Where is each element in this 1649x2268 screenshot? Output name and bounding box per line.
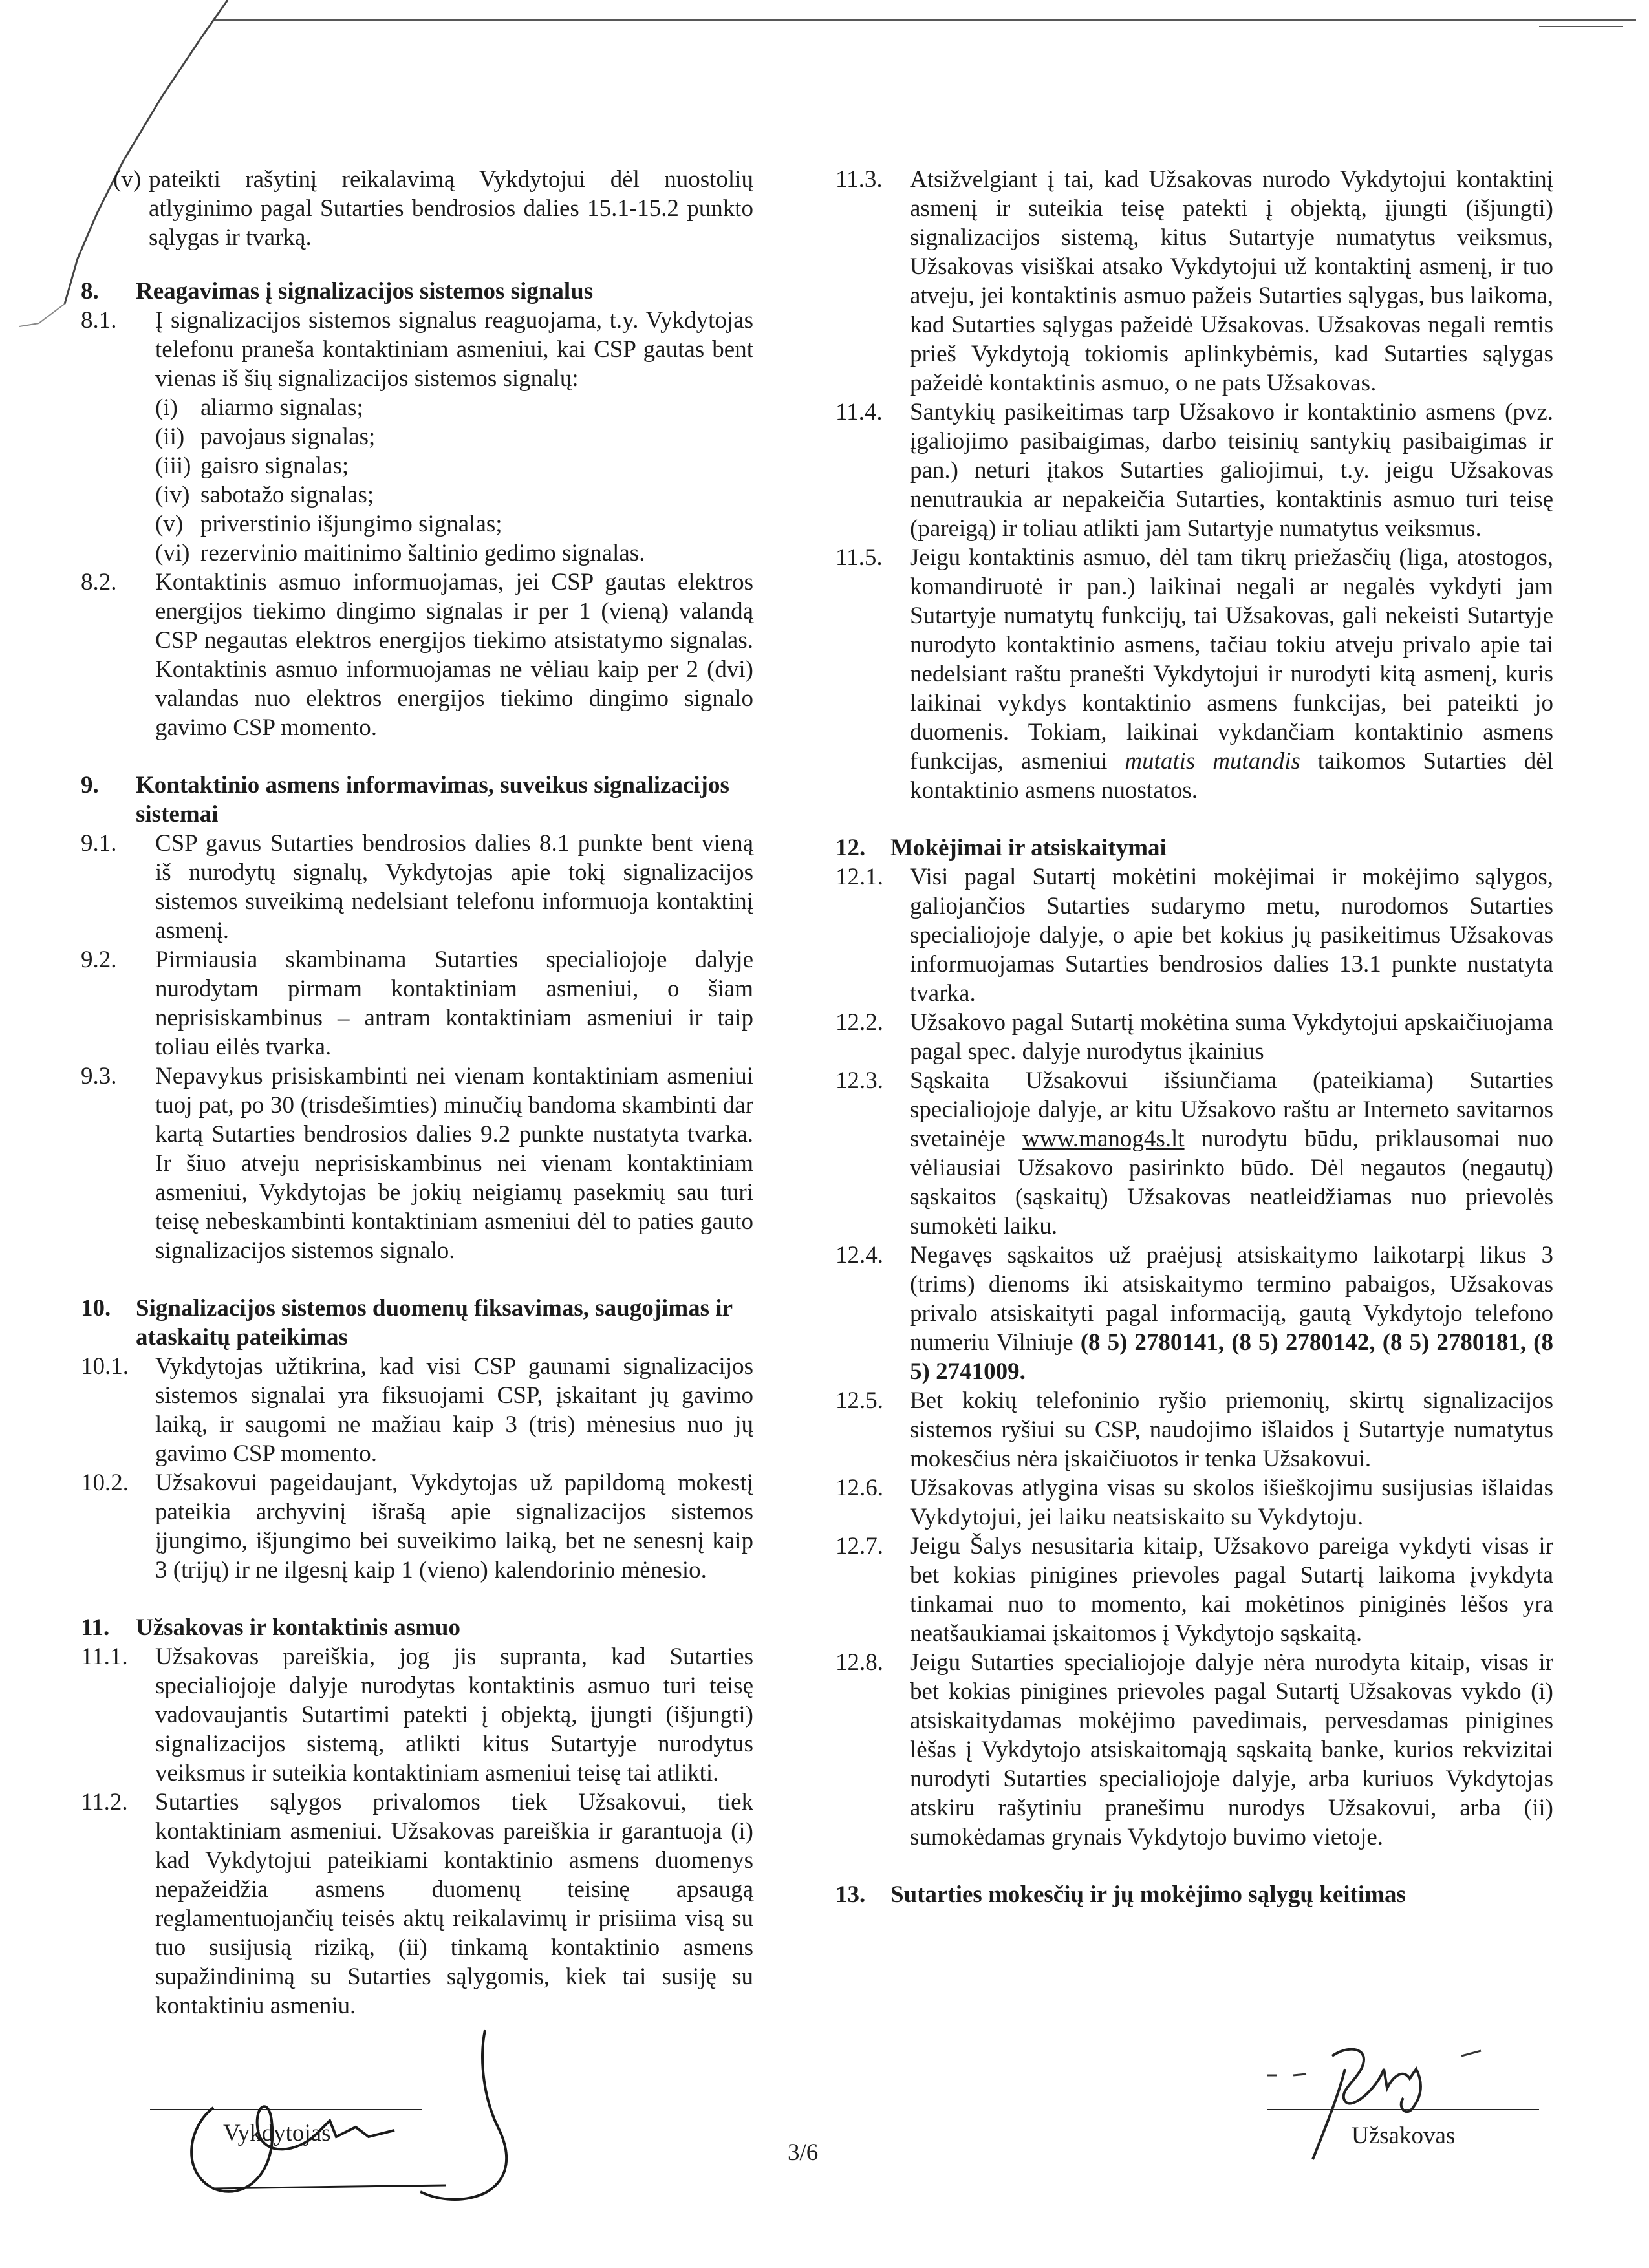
clause: [835, 543, 1553, 805]
clause-number: 9.2.: [81, 947, 117, 973]
section-heading: [835, 833, 1553, 862]
page-number: 3/6: [788, 2139, 819, 2166]
section-number: 10.: [81, 1295, 111, 1321]
signal-list-item: [155, 509, 753, 539]
clause-number: (v): [113, 166, 142, 193]
clause: [81, 829, 753, 945]
scan-edge-line: [213, 19, 1636, 21]
clause: [81, 1788, 753, 2020]
clause-intro: [113, 165, 753, 252]
phone-numbers: (8 5) 2780141, (8 5) 2780142, (8 5) 2780181, (8 5) 2741009.: [910, 1329, 1553, 1385]
clause-text: Užsakovas pareiškia, jog jis supranta, kad Sutarties specialiojoje dalyje nurodytas kontaktinis asmuo turi teisę vadovaujantis Sutartimi patekti į objektą, įjungti (išjungti) signalizacijos sistemą, atlikti kitus Sutartyje nurodytus veiksmus ir suteikia kontaktiniam asmeniui teisę tai atlikti.: [155, 1643, 753, 1786]
clause-text: Jeigu Šalys nesusitaria kitaip, Užsakovo pareiga vykdyti visas ir bet kokias pinigines prievoles pagal Sutartį laikoma įvykdyta tinkamai nuo to momento, kai mokėtinos piniginės lėšos yra neatšaukiamai įskaitomos į Vykdytojo sąskaitą.: [910, 1533, 1553, 1647]
section-title: Signalizacijos sistemos duomenų fiksavimas, saugojimas ir ataskaitų pateikimas: [136, 1295, 733, 1351]
signal-list-text: sabotažo signalas;: [200, 482, 374, 508]
clause-text: pateikti rašytinį reikalavimą Vykdytojui dėl nuostolių atlyginimo pagal Sutarties bendrosios dalies 15.1-15.2 punkto sąlygas ir tvarką.: [149, 166, 753, 251]
clause-text: Bet kokių telefoninio ryšio priemonių, skirtų signalizacijos sistemos ryšiui su CSP, naudojimo išlaidos į Sutartyje numatytus mokesčius nėra įskaičiuotos ir tenka Užsakovui.: [910, 1387, 1553, 1472]
signal-list-item: [155, 393, 753, 422]
clause-text: Užsakovas atlygina visas su skolos išieškojimu susijusias išlaidas Vykdytojui, jei laiku neatsiskaito su Vykdytoju.: [910, 1475, 1553, 1530]
section-title: Sutarties mokesčių ir jų mokėjimo sąlygų keitimas: [890, 1881, 1406, 1908]
clause: [835, 1066, 1553, 1241]
clause-number: 11.5.: [835, 544, 883, 571]
signal-list-item: [155, 539, 753, 568]
clause-number: 9.1.: [81, 830, 117, 857]
clause-text: Nepavykus prisiskambinti nei vienam kontaktiniam asmeniui tuoj pat, po 30 (trisdešimties) minučių bandoma skambinti dar kartą Sutarties bendrosios dalies 9.2 punkte nustatyta tvarka. Ir šiuo atveju neprisiskambinus nei vienam kontaktiniam asmeniui, Vykdytojas be jokių neigiamų pasekmių sau turi teisę nebeskambinti kontaktiniam asmeniui dėl to paties gauto signalizacijos sistemos signalo.: [155, 1063, 753, 1264]
clause-number: 12.8.: [835, 1649, 883, 1676]
signal-list-number: (iv): [155, 482, 190, 508]
executor-signature: [175, 2024, 576, 2218]
clause-number: 12.3.: [835, 1067, 883, 1094]
customer-signature: [1248, 2030, 1546, 2172]
clause-text: Jeigu Sutarties specialiojoje dalyje nėra nurodyta kitaip, visas ir bet kokias pinigines prievoles pagal Sutartį Užsakovas vykdo (i) atsiskaitydamas mokėjimo pavedimais, pervesdamas pinigines lėšas į Vykdytojo atsiskaitomąją sąskaitą banke, kurios rekvizitai nurodyti Sutarties specialiojoje dalyje, arba kuriuos Vykdytojas atskiru rašytiniu pranešimu nurodys Užsakovui, arba (ii) sumokėdamas grynais Vykdytojo buvimo vietoje.: [910, 1649, 1553, 1850]
clause-text-part: nurodytu būdu, priklausomai nuo vėliausiai Užsakovo pasirinkto būdo. Dėl negautos (negautų) sąskaitos (sąskaitų) Užsakovas neatleidžiamas nuo prievolės sumokėti laiku.: [910, 1126, 1553, 1239]
clause-text: Kontaktinis asmuo informuojamas, jei CSP gautas elektros energijos tiekimo dingimo signalas ir per 1 (vieną) valandą CSP negautas elektros energijos tiekimo atsistatymo signalas. Kontaktinis asmuo informuojamas ne vėliau kaip per 2 (dvi) valandas nuo elektros energijos tiekimo dingimo signalo gavimo CSP momento.: [155, 569, 753, 741]
clause-text: [910, 1066, 1553, 1241]
signal-list-item: [155, 480, 753, 509]
clause-number: 10.1.: [81, 1353, 129, 1380]
clause: [835, 862, 1553, 1008]
clause-number: 12.1.: [835, 864, 883, 890]
clause: [81, 945, 753, 1062]
clause-text: Atsižvelgiant į tai, kad Užsakovas nurodo Vykdytojui kontaktinį asmenį ir suteikia teisę patekti į objektą, įjungti (išjungti) signalizacijos sistemą, kitus Sutartyje numatytus veiksmus, Užsakovas visiškai atsako Vykdytojui už kontaktinį asmenį, ir tuo atveju, jei kontaktinis asmuo pažeis Sutarties sąlygas, bus laikoma, kad Sutarties sąlygas pažeidė Užsakovas. Užsakovas negali remtis prieš Vykdytoją tokiomis aplinkybėmis, kad Sutarties sąlygas pažeidė kontaktinis asmuo, o ne pats Užsakovas.: [910, 166, 1553, 396]
section-heading: [81, 277, 753, 306]
clause-number: 10.2.: [81, 1470, 129, 1496]
signal-list-number: (v): [155, 511, 184, 537]
clause: [81, 1062, 753, 1265]
scan-edge-mark: [1539, 26, 1623, 27]
section-number: 11.: [81, 1614, 110, 1641]
clause-number: 12.5.: [835, 1387, 883, 1414]
section-heading: [81, 771, 753, 829]
clause: [835, 1386, 1553, 1473]
clause-number: 11.1.: [81, 1643, 128, 1670]
section-title: Reagavimas į signalizacijos sistemos signalus: [136, 278, 594, 305]
section-title: Kontaktinio asmens informavimas, suveikus signalizacijos sistemai: [136, 772, 729, 828]
clause-text: [910, 1241, 1553, 1386]
clause-text: Užsakovo pagal Sutartį mokėtina suma Vykdytojui apskaičiuojama pagal spec. dalyje nurodytus įkainius: [910, 1009, 1553, 1065]
section-heading: [835, 1880, 1553, 1909]
clause: [835, 1532, 1553, 1648]
section-heading: [81, 1613, 753, 1642]
clause: [81, 1352, 753, 1468]
signal-list-number: (vi): [155, 540, 190, 566]
clause-number: 8.1.: [81, 307, 117, 334]
right-column: [835, 165, 1553, 1909]
clause: [81, 1642, 753, 1788]
section-number: 12.: [835, 835, 866, 861]
clause-number: 8.2.: [81, 569, 117, 595]
signal-list-item: [155, 422, 753, 451]
clause: [835, 1008, 1553, 1066]
clause: [835, 398, 1553, 543]
clause-number: 11.4.: [835, 399, 883, 425]
section-number: 13.: [835, 1881, 866, 1908]
signal-list-text: rezervinio maitinimo šaltinio gedimo signalas.: [200, 540, 645, 566]
section-number: 8.: [81, 278, 99, 305]
signal-list: [155, 393, 753, 568]
website-link[interactable]: www.manog4s.lt: [1022, 1126, 1185, 1152]
clause-number: 11.3.: [835, 166, 883, 193]
signal-list-text: priverstinio išjungimo signalas;: [200, 511, 502, 537]
section-title: Mokėjimai ir atsiskaitymai: [890, 835, 1167, 861]
signal-list-number: (i): [155, 394, 178, 421]
clause-text: Pirmiausia skambinama Sutarties specialiojoje dalyje nurodytam pirmam kontaktiniam asmeniui, o šiam neprisiskambinus – antram kontaktiniam asmeniui ir taip toliau eilės tvarka.: [155, 947, 753, 1060]
clause-text: [910, 543, 1553, 805]
section-number: 9.: [81, 772, 99, 798]
clause-number: 12.4.: [835, 1242, 883, 1268]
clause: [81, 306, 753, 393]
clause-number: 11.2.: [81, 1789, 128, 1815]
signal-list-item: [155, 451, 753, 480]
clause-text-part: Sąskaita Užsakovui išsiunčiama (pateikiama) Sutarties specialiojoje dalyje, ar kitu Užsakovo raštu ar Interneto savitarnos svetainėje: [910, 1067, 1553, 1152]
clause-number: 9.3.: [81, 1063, 117, 1089]
latin-phrase: mutatis mutandis: [1125, 748, 1300, 775]
clause: [835, 1648, 1553, 1852]
clause-text: Vykdytojas užtikrina, kad visi CSP gaunami signalizacijos sistemos signalai yra fiksuojami CSP, įskaitant jų gavimo laiką, ir saugomi ne mažiau kaip 3 (tris) mėnesius nuo jų gavimo CSP momento.: [155, 1353, 753, 1467]
signal-list-text: pavojaus signalas;: [200, 423, 376, 450]
left-column: [81, 165, 753, 2020]
clause-text: CSP gavus Sutarties bendrosios dalies 8.1 punkte bent vieną iš nurodytų signalų, Vykdytojas apie tokį signalizacijos sistemos suveikimą nedelsiant telefonu informuoja kontaktinį asmenį.: [155, 830, 753, 944]
clause-text: Užsakovui pageidaujant, Vykdytojas už papildomą mokestį pateikia archyvinį išrašą apie signalizacijos sistemos įjungimo, išjungimo bei suveikimo laiką, bet ne senesnį kaip 3 (trijų) ir ne ilgesnį kaip 1 (vieno) kalendorinio mėnesio.: [155, 1470, 753, 1583]
clause-text-part: Negavęs sąskaitos už praėjusį atsiskaitymo laikotarpį likus 3 (trims) dienoms iki atsiskaitymo termino pabaigos, Užsakovas privalo atsiskaityti pagal informaciją, gautą Vykdytojo telefono numeriu Vilniuje: [910, 1242, 1553, 1356]
clause: [835, 165, 1553, 398]
clause: [81, 1468, 753, 1585]
section-heading: [81, 1294, 753, 1352]
clause-text: Į signalizacijos sistemos signalus reaguojama, t.y. Vykdytojas telefonu praneša kontaktiniam asmeniui, kai CSP gautas bent vienas iš šių signalizacijos sistemos signalų:: [155, 307, 753, 392]
clause-text-part: Jeigu kontaktinis asmuo, dėl tam tikrų priežasčių (liga, atostogos, komandiruotė ir pan.) laikinai negali ar negalės vykdyti jam Sutartyje numatytų funkcijų, tai Užsakovas, gali nekeisti Sutartyje nurodyto kontaktinio asmens, tačiau tokiu atveju privalo apie tai nedelsiant raštu pranešti Vykdytojui ir nurodyti kitą asmenį, kuris laikinai vykdys kontaktinio asmens funkcijas, bei pateikti jo duomenis. Tokiam, laikinai vykdančiam kontaktinio asmens funkcijas, asmeniui: [910, 544, 1553, 775]
clause-number: 12.7.: [835, 1533, 883, 1559]
clause: [835, 1241, 1553, 1386]
clause: [81, 568, 753, 742]
clause-text: Santykių pasikeitimas tarp Užsakovo ir kontaktinio asmens (pvz. įgaliojimo pasibaigimas, darbo teisinių santykių pasibaigimas ir pan.) neturi įtakos Sutarties galiojimui, t.y. jeigu Užsakovas nenutraukia ar nepakeičia Sutarties, kontaktinis asmuo turi teisę (pareigą) ir toliau atlikti jam Sutartyje numatytus veiksmus.: [910, 399, 1553, 542]
customer-label: Užsakovas: [1352, 2123, 1456, 2149]
clause-text: Sutarties sąlygos privalomos tiek Užsakovui, tiek kontaktiniam asmeniui. Užsakovas pareiškia ir garantuoja (i) kad Vykdytojui pateikiami kontaktinio asmens duomenys nepažeidžia asmens duomenų teisinę apsaugą reglamentuojančių teisės aktų reikalavimų ir prisiima visą su tuo susijusią riziką, (ii) tinkamą kontaktinio asmens supažindinimą su Sutarties sąlygomis, kiek tai susiję su kontaktiniu asmeniu.: [155, 1789, 753, 2019]
clause-text: Visi pagal Sutartį mokėtini mokėjimai ir mokėjimo sąlygos, galiojančios Sutarties sudarymo metu, nurodomos Sutarties specialiojoje dalyje, o apie bet kokius jų pasikeitimus Užsakovas informuojamas Sutarties bendrosios dalies 13.1 punkte nustatyta tvarka.: [910, 864, 1553, 1007]
clause: [835, 1473, 1553, 1532]
signal-list-text: aliarmo signalas;: [200, 394, 363, 421]
signal-list-number: (ii): [155, 423, 185, 450]
clause-text-part: taikomos Sutarties dėl kontaktinio asmens nuostatos.: [910, 748, 1553, 804]
signal-list-number: (iii): [155, 453, 191, 479]
clause-number: 12.2.: [835, 1009, 883, 1036]
clause-number: 12.6.: [835, 1475, 883, 1501]
executor-label: Vykdytojas: [223, 2120, 331, 2146]
section-title: Užsakovas ir kontaktinis asmuo: [136, 1614, 461, 1641]
signal-list-text: gaisro signalas;: [200, 453, 349, 479]
